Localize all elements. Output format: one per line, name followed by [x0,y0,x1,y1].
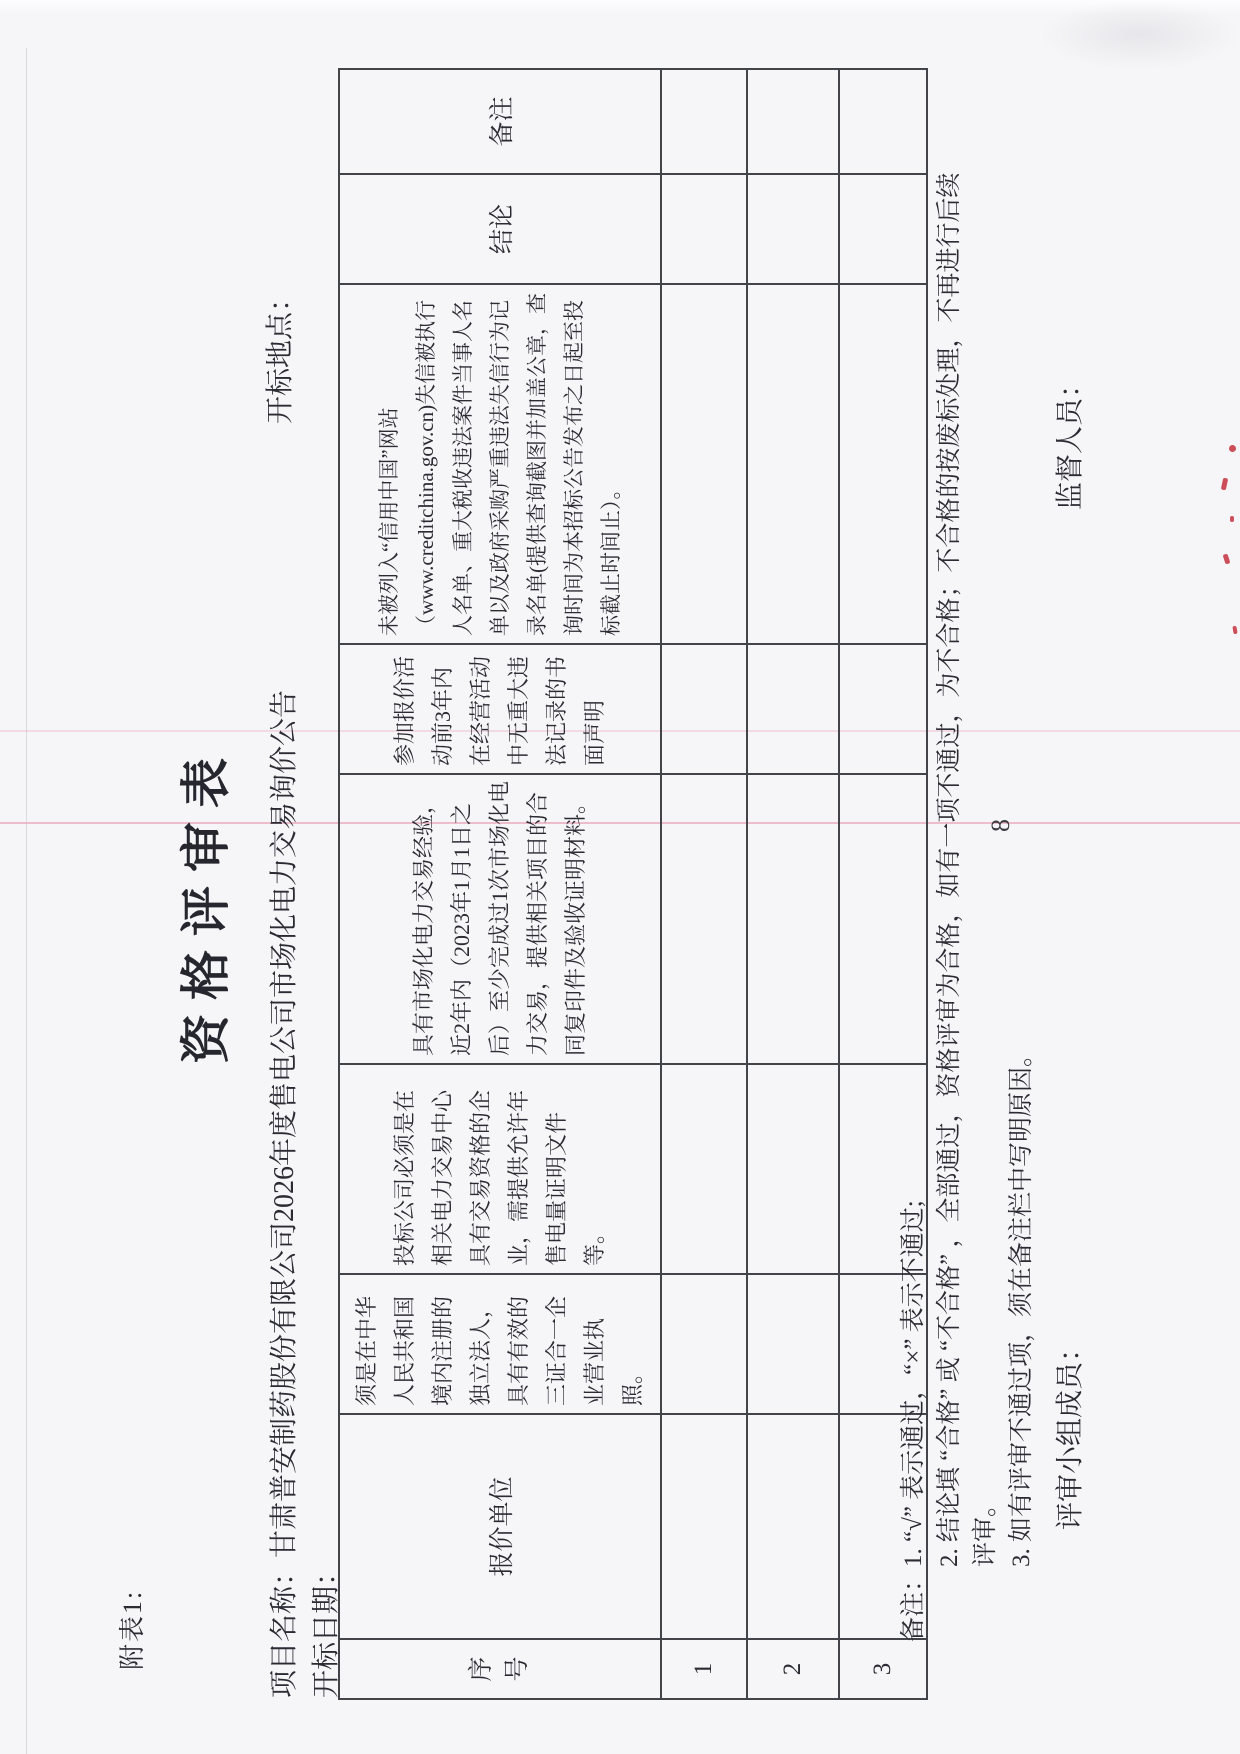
bidder-unit-cell [747,1414,839,1639]
signature-line [1048,0,1088,1754]
header-cell-criterion-no-violation-statement: 参加报价活动前3年内在经营活动中无重大违法记录的书面声明 [339,644,661,774]
header-cell-criterion-credit-china: 未被列入“信用中国”网站（www.creditchina.gov.cn)失信被执行人名单、重大税收违法案件当事人名单以及政府采购严重违法失信行为记录名单(提供查询截图并加盖公章，查询时间为本招标公告发布之日起至投标截止时间止）。 [339,284,661,644]
red-stamp-fragment [1223,553,1231,564]
remark-cell [661,69,747,174]
criterion-cell [747,774,839,1064]
bidder-unit-cell [661,1414,747,1639]
criterion-cell [661,774,747,1064]
table-row [661,69,747,1699]
notes-label: 备注： [900,1566,927,1642]
red-stamp-fragment [1232,626,1237,635]
bid-date-label: 开标日期： [311,1557,342,1698]
header-cell-bidder-unit: 报价单位 [339,1414,661,1639]
header-cell-criterion-registration: 须是在中华人民共和国境内注册的独立法人，具有有效的三证合一企业营业执照。 [339,1274,661,1414]
attachment-label: 附表1: [118,1589,147,1670]
remark-cell [747,69,839,174]
red-stamp-fragment [1221,478,1228,491]
notes-block [896,150,1040,1642]
criterion-cell [747,644,839,774]
criterion-cell [747,1274,839,1414]
scan-paper-edge [26,48,27,1754]
note-item: 1. “√” 表示通过，“×” 表示不通过; [900,1200,927,1567]
header-cell-criterion-trading-qualification: 投标公司必须是在相关电力交易中心具有交易资格的企业，需提供允许年售电量证明文件等。 [339,1064,661,1274]
note-item: 2. 结论填 “合格” 或 “不合格” ，全部通过，资格评审为合格，如有一项不通过，为不合格；不合格的按废标处理，不再进行后续评审。 [936,172,999,1567]
row-serial-cell: 1 [661,1639,747,1699]
table-row [747,69,839,1699]
conclusion-cell [661,174,747,284]
page-title: 资格评审表 [178,744,234,1064]
row-serial-cell: 3 [839,1639,927,1699]
header-cell-conclusion: 结论 [339,174,661,284]
criterion-cell [747,1064,839,1274]
criterion-cell [747,284,839,644]
qualification-review-table [338,68,928,1700]
red-stamp-fragment [1229,445,1236,452]
criterion-cell [661,284,747,644]
header-cell-serial: 序号 [339,1639,661,1699]
header-cell-criterion-trading-experience: 具有市场化电力交易经验，近2年内（2023年1月1日之后）至少完成过1次市场化电力交易，提供相关项目的合同复印件及验收证明材料。 [339,774,661,1064]
project-name-value: 甘肃普安制药股份有限公司2026年度售电公司市场化电力交易询价公告 [269,689,300,1558]
conclusion-cell [747,174,839,284]
notes-items [896,150,1040,1567]
red-stamp-fragment [1230,516,1234,522]
page-number: 8 [986,819,1015,832]
criterion-cell [661,644,747,774]
criterion-cell [661,1064,747,1274]
row-serial-cell: 2 [747,1639,839,1699]
bid-location-label: 开标地点： [265,283,296,424]
project-name-label: 项目名称： [269,1557,300,1698]
table-header-row [339,69,661,1699]
supervisor-label: 监督人员： [1055,369,1086,510]
project-name-line [262,690,302,1698]
note-item: 3. 如有评审不通过项，须在备注栏中写明原因。 [1008,1041,1035,1567]
header-cell-remark: 备注 [339,69,661,174]
criterion-cell [661,1274,747,1414]
review-team-label: 评审小组成员： [1055,1333,1086,1530]
